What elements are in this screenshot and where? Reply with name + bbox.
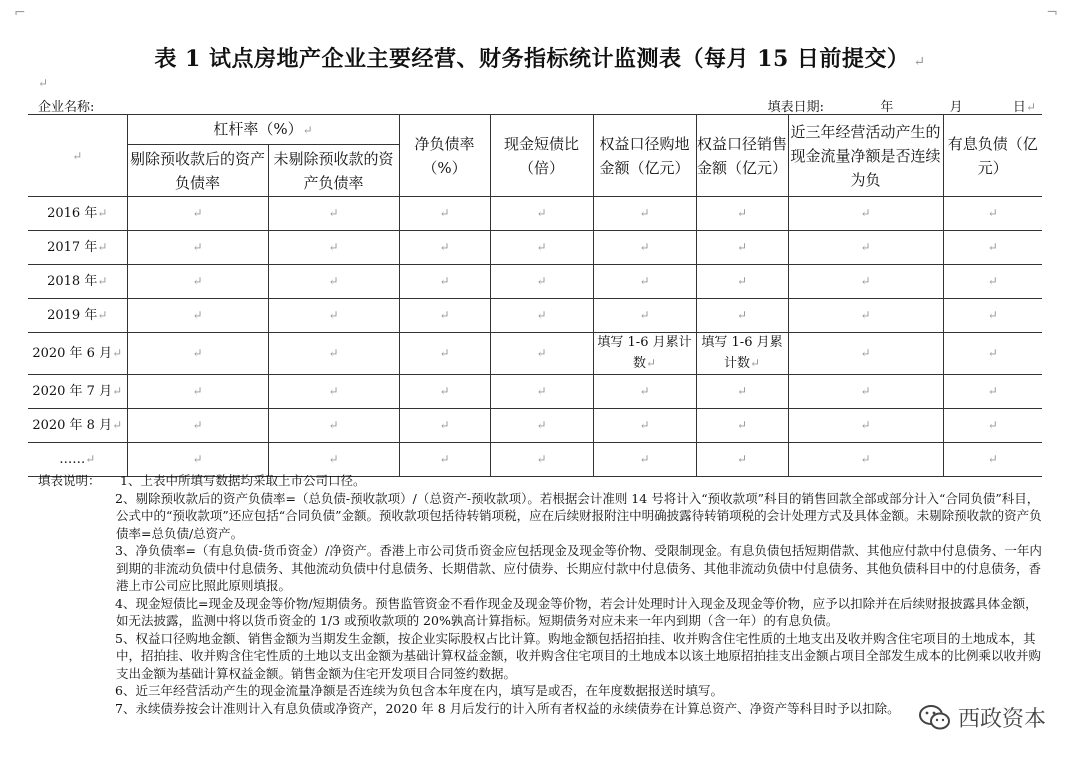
- table-row: [28, 299, 1042, 333]
- row-label: 2020 年 6 月↵: [28, 333, 127, 375]
- table-cell[interactable]: ↵: [943, 333, 1042, 375]
- table-cell[interactable]: ↵: [490, 265, 593, 299]
- table-cell[interactable]: ↵: [490, 443, 593, 477]
- debt-ratio-incl-advance-header: 未剔除预收款的资产负债率: [268, 145, 399, 197]
- table-cell[interactable]: ↵: [399, 299, 490, 333]
- table-cell[interactable]: ↵: [399, 443, 490, 477]
- land-purchase-amount-header: 权益口径购地金额（亿元）: [593, 115, 696, 197]
- table-cell[interactable]: ↵: [399, 375, 490, 409]
- debt-ratio-excl-advance-header: 剔除预收款后的资产负债率: [127, 145, 268, 197]
- table-cell[interactable]: ↵: [788, 443, 943, 477]
- table-cell[interactable]: ↵: [788, 265, 943, 299]
- paragraph-mark-icon: ↵: [38, 76, 49, 90]
- table-cell[interactable]: ↵: [268, 197, 399, 231]
- table-cell[interactable]: ↵: [268, 375, 399, 409]
- table-cell[interactable]: ↵: [788, 231, 943, 265]
- table-row: [28, 231, 1042, 265]
- table-cell[interactable]: ↵: [127, 299, 268, 333]
- table-cell[interactable]: ↵: [593, 443, 696, 477]
- table-cell[interactable]: ↵: [943, 299, 1042, 333]
- table-cell[interactable]: ↵: [696, 265, 788, 299]
- fill-date-day: 日: [1012, 100, 1026, 115]
- table-cell[interactable]: ↵: [943, 443, 1042, 477]
- row-label: 2017 年↵: [28, 231, 127, 265]
- instruction-item: 3、净负债率=（有息负债-货币资金）/净资产。香港上市公司货币资金应包括现金及现金等价物、受限制现金。有息负债包括短期借款、其他应付款中付息债务、一年内到期的非流动负债中付息债务、其他流动负债中付息债务、长期借款、应付债券、长期应付款中付息债务、其他非流动负债中付息债务、其他负债科目中的付息债务，香港上市公司应比照此原则填报。: [115, 543, 1042, 593]
- table-cell[interactable]: ↵: [943, 231, 1042, 265]
- table-cell[interactable]: ↵: [268, 333, 399, 375]
- table-cell[interactable]: ↵: [788, 333, 943, 375]
- fill-date-year: 年: [880, 100, 894, 115]
- table-cell[interactable]: ↵: [399, 409, 490, 443]
- table-row: [28, 375, 1042, 409]
- interest-bearing-debt-header: 有息负债（亿元）: [943, 115, 1042, 197]
- row-label: ……↵: [28, 443, 127, 477]
- row-label: 2020 年 7 月↵: [28, 375, 127, 409]
- table-cell[interactable]: ↵: [593, 375, 696, 409]
- instruction-item: 7、永续债券按会计准则计入有息负债或净资产，2020 年 8 月后发行的计入所有者权益的永续债券在计算总资产、净资产等科目时予以扣除。: [115, 700, 900, 716]
- leverage-group-header: 杠杆率（%）↵: [127, 115, 399, 145]
- table-cell[interactable]: ↵: [399, 265, 490, 299]
- table-cell[interactable]: ↵: [593, 409, 696, 443]
- instruction-item: 4、现金短债比=现金及现金等价物/短期债务。预售监管资金不看作现金及现金等价物，若会计处理时计入现金及现金等价物，应予以扣除并在后续财报披露具体金额，如无法披露，监测中将以货币资金的 1/3 或预收款项的 20%孰高计算指标。短期债务对应未来一年内到期（含一年）的有息负债。: [115, 595, 1038, 628]
- table-row: [28, 197, 1042, 231]
- table-cell[interactable]: ↵: [399, 231, 490, 265]
- table-cell[interactable]: ↵: [593, 231, 696, 265]
- indicator-table: [28, 114, 1042, 477]
- table-cell[interactable]: ↵: [696, 375, 788, 409]
- table-cell[interactable]: ↵: [490, 197, 593, 231]
- cash-short-debt-ratio-header: 现金短债比（倍）: [490, 115, 593, 197]
- table-cell[interactable]: ↵: [268, 265, 399, 299]
- fill-date: [768, 96, 1036, 115]
- table-cell[interactable]: ↵: [593, 299, 696, 333]
- table-cell[interactable]: ↵: [490, 409, 593, 443]
- instruction-item: 6、近三年经营活动产生的现金流量净额是否连续为负包含本年度在内，填写是或否，在年度数据报送时填写。: [115, 683, 723, 698]
- table-cell[interactable]: ↵: [696, 231, 788, 265]
- table-cell[interactable]: ↵: [788, 375, 943, 409]
- sales-amount-header: 权益口径销售金额（亿元）: [696, 115, 788, 197]
- table-cell[interactable]: ↵: [268, 231, 399, 265]
- document-title-text: 表 1 试点房地产企业主要经营、财务指标统计监测表（每月 15 日前提交）: [154, 46, 910, 72]
- table-cell[interactable]: ↵: [399, 333, 490, 375]
- instruction-item: 2、剔除预收款后的资产负债率=（总负债-预收款项）/（总资产-预收款项）。若根据会计准则 14 号将计入“预收款项”科目的销售回款全部或部分计入“合同负债”科目，公式中的“预收款项”还应包括“合同负债”金额。预收款项包括待转销项税，应在后续财报附注中明确披露待转销项税的会计处理方式及具体金额。未剔除预收款的资产负债率=总负债/总资产。: [115, 490, 1042, 541]
- fill-date-month: 月: [949, 100, 963, 115]
- table-cell[interactable]: ↵: [268, 409, 399, 443]
- table-cell[interactable]: ↵: [127, 231, 268, 265]
- table-cell[interactable]: ↵: [127, 265, 268, 299]
- table-cell[interactable]: ↵: [127, 375, 268, 409]
- row-label: 2019 年↵: [28, 299, 127, 333]
- table-cell[interactable]: ↵: [593, 265, 696, 299]
- table-cell[interactable]: ↵: [127, 333, 268, 375]
- row-label: 2020 年 8 月↵: [28, 409, 127, 443]
- paragraph-mark-icon: ↵: [913, 54, 926, 70]
- document-title: [0, 42, 1080, 73]
- paragraph-mark-icon: ↵: [1025, 100, 1036, 114]
- table-row: [28, 333, 1042, 375]
- fill-date-label: 填表日期:: [767, 100, 825, 115]
- table-cell[interactable]: ↵: [943, 265, 1042, 299]
- table-cell[interactable]: ↵: [788, 197, 943, 231]
- enterprise-name-label: 企业名称:: [38, 100, 95, 115]
- table-cell[interactable]: ↵: [593, 197, 696, 231]
- table-cell[interactable]: ↵: [268, 299, 399, 333]
- table-row: [28, 409, 1042, 443]
- instruction-item: 5、权益口径购地金额、销售金额为当期发生金额，按企业实际股权占比计算。购地金额包括招拍挂、收并购含住宅性质的土地支出及收并购含住宅项目的土地成本，其中，招拍挂、收并购含住宅性质的土地以支出金额为基础计算权益金额，收并购含住宅项目的土地成本以该土地原招拍挂支出金额占项目全部发生成本的比例乘以收并购支出金额为基础计算权益金额。销售金额为住宅开发项目合同签约数据。: [115, 630, 1042, 681]
- operating-cashflow-header: 近三年经营活动产生的现金流量净额是否连续为负: [788, 115, 943, 197]
- table-cell[interactable]: ↵: [943, 375, 1042, 409]
- table-cell[interactable]: ↵: [127, 443, 268, 477]
- filling-instructions: [38, 472, 1048, 717]
- table-cell[interactable]: ↵: [268, 443, 399, 477]
- row-header-corner: ↵: [28, 115, 127, 197]
- table-cell[interactable]: ↵: [943, 409, 1042, 443]
- page-corner-mark-right: ¬: [1046, 5, 1058, 21]
- instruction-item: 1、上表中所填写数据均采取上市公司口径。: [120, 473, 366, 488]
- instructions-label: 填表说明：: [38, 473, 101, 488]
- table-cell[interactable]: ↵: [127, 409, 268, 443]
- table-cell[interactable]: ↵: [490, 299, 593, 333]
- land-purchase-note[interactable]: 填写 1-6 月累计数↵: [593, 333, 696, 375]
- table-cell[interactable]: ↵: [127, 197, 268, 231]
- table-cell[interactable]: ↵: [696, 197, 788, 231]
- watermark: [912, 700, 1052, 735]
- wechat-icon: [918, 704, 952, 732]
- table-cell[interactable]: ↵: [399, 197, 490, 231]
- table-cell[interactable]: ↵: [696, 443, 788, 477]
- table-cell[interactable]: ↵: [490, 375, 593, 409]
- table-cell[interactable]: ↵: [788, 409, 943, 443]
- page-corner-mark-left: ⌐: [14, 5, 26, 21]
- table-cell[interactable]: ↵: [696, 299, 788, 333]
- table-cell[interactable]: ↵: [490, 231, 593, 265]
- table-cell[interactable]: ↵: [788, 299, 943, 333]
- watermark-text: 西政资本: [957, 707, 1046, 732]
- net-debt-ratio-header: 净负债率（%）: [399, 115, 490, 197]
- table-cell[interactable]: ↵: [490, 333, 593, 375]
- row-label: 2016 年↵: [28, 197, 127, 231]
- sales-note[interactable]: 填写 1-6 月累计数↵: [696, 333, 788, 375]
- row-label: 2018 年↵: [28, 265, 127, 299]
- table-cell[interactable]: ↵: [943, 197, 1042, 231]
- table-row: [28, 265, 1042, 299]
- table-cell[interactable]: ↵: [696, 409, 788, 443]
